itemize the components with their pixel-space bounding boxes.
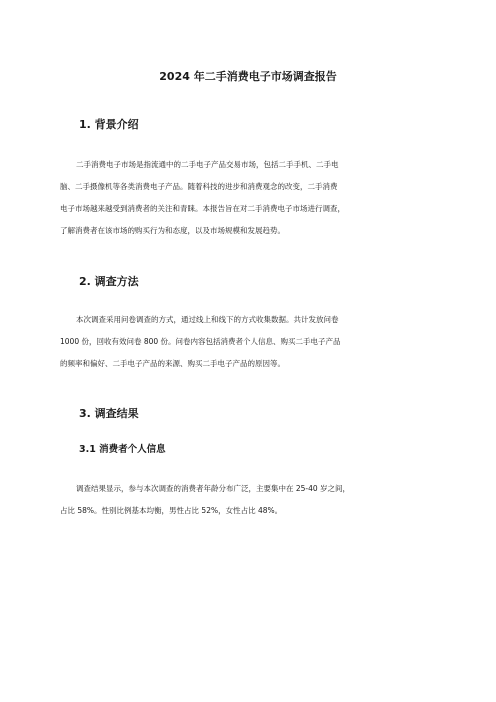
section-paragraph-consumer-info <box>60 478 440 522</box>
section-heading-method: 2. 调查方法 <box>79 275 139 288</box>
section-paragraph-background <box>60 154 440 242</box>
section-heading-background: 1. 背景介绍 <box>79 118 139 131</box>
paragraph-line: 了解消费者在该市场的购买行为和态度，以及市场规模和发展趋势。 <box>60 226 285 235</box>
paragraph-line: 脑、二手摄像机等各类消费电子产品。随着科技的进步和消费观念的改变，二手消费 <box>60 182 338 191</box>
paragraph-line: 占比 58%。性别比例基本均衡，男性占比 52%，女性占比 48%。 <box>60 506 283 515</box>
paragraph-line: 本次调查采用问卷调查的方式，通过线上和线下的方式收集数据。共计发放问卷 <box>76 315 339 324</box>
section-paragraph-method <box>60 309 440 375</box>
section-heading-results: 3. 调查结果 <box>79 407 139 420</box>
paragraph-line: 电子市场越来越受到消费者的关注和青睐。本报告旨在对二手消费电子市场进行调查， <box>60 204 345 213</box>
subsection-heading-consumer-info: 3.1 消费者个人信息 <box>79 444 166 455</box>
paragraph-line: 二手消费电子市场是指流通中的二手电子产品交易市场，包括二手手机、二手电 <box>76 160 339 169</box>
paragraph-line: 的频率和偏好、二手电子产品的来源、购买二手电子产品的原因等。 <box>60 359 285 368</box>
paragraph-line: 1000 份，回收有效问卷 800 份。问卷内容包括消费者个人信息、购买二手电子产品 <box>60 337 341 346</box>
document-title: 2024 年二手消费电子市场调查报告 <box>159 70 337 83</box>
paragraph-line: 调查结果显示，参与本次调查的消费者年龄分布广泛，主要集中在 25-40 岁之间， <box>76 484 351 493</box>
